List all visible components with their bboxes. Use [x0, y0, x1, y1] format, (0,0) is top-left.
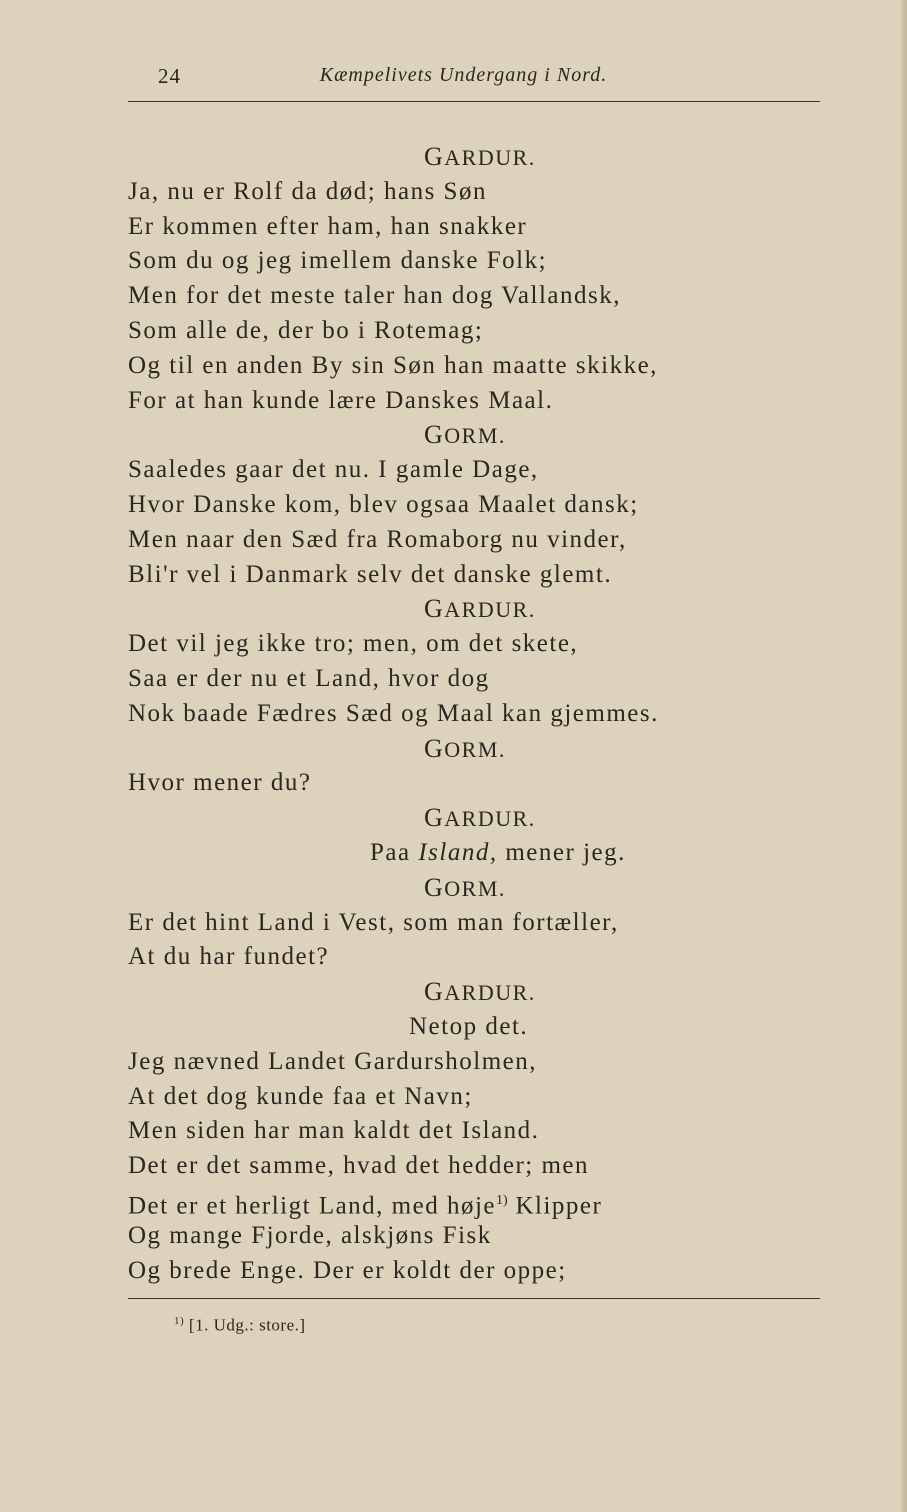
- speaker-initial: G: [424, 803, 445, 833]
- verse-line: Men siden har man kaldt det Island.: [128, 1117, 540, 1145]
- verse-text-part: Det er et herligt Land, med høje: [128, 1192, 497, 1220]
- verse-line: Hvor Danske kom, blev ogsaa Maalet dansk;: [128, 490, 639, 518]
- speaker-initial: G: [424, 594, 445, 624]
- footnote-mark: 1): [174, 1315, 185, 1327]
- speaker-initial: G: [424, 733, 445, 763]
- speaker-label: GORM.: [424, 420, 506, 450]
- verse-line: Det vil jeg ikke tro; men, om det skete,: [128, 630, 579, 658]
- verse-line: Nok baade Fædres Sæd og Maal kan gjemmes.: [128, 699, 659, 727]
- verse-text: [0, 140, 907, 1288]
- verse-line-indented: Netop det.: [409, 1012, 529, 1040]
- running-title: Kæmpelivets Undergang i Nord.: [319, 64, 608, 86]
- speaker-initial: G: [424, 872, 445, 902]
- verse-line: Som du og jeg imellem danske Folk;: [128, 247, 548, 275]
- verse-text-part: Klipper: [507, 1192, 603, 1220]
- verse-line: Og mange Fjorde, alskjøns Fisk: [128, 1221, 492, 1249]
- verse-line: At det dog kunde faa et Navn;: [128, 1082, 473, 1110]
- footnote-text: [1. Udg.: store.]: [184, 1315, 306, 1335]
- verse-line: Saaledes gaar det nu. I gamle Dage,: [128, 456, 539, 484]
- verse-line: Det er det samme, hvad det hedder; men: [128, 1152, 590, 1180]
- verse-line: Er det hint Land i Vest, som man fortæller,: [128, 908, 619, 936]
- verse-line: Som alle de, der bo i Rotemag;: [128, 316, 484, 344]
- verse-text-part: mener jeg.: [497, 838, 626, 866]
- speaker-label: GARDUR.: [424, 977, 536, 1007]
- page-number: 24: [158, 64, 181, 88]
- verse-line: Og til en anden By sin Søn han maatte skikke,: [128, 351, 658, 379]
- speaker-label: GARDUR.: [424, 594, 536, 624]
- verse-line: Ja, nu er Rolf da død; hans Søn: [128, 177, 487, 205]
- speaker-label: GARDUR.: [424, 803, 536, 833]
- speaker-initial: G: [424, 977, 445, 1007]
- verse-line-indented: [0, 836, 907, 871]
- speaker-initial: G: [424, 142, 445, 171]
- island-italic: Island,: [418, 838, 498, 866]
- running-header: [0, 64, 907, 94]
- footnote-mark: 1): [496, 1192, 508, 1208]
- verse-line: Jeg nævned Landet Gardursholmen,: [128, 1047, 538, 1075]
- verse-line: Men naar den Sæd fra Romaborg nu vinder,: [128, 525, 627, 553]
- header-rule: [128, 101, 820, 102]
- verse-line-with-note: [0, 1184, 907, 1219]
- verse-line: For at han kunde lære Danskes Maal.: [128, 386, 554, 414]
- speaker-label: GORM.: [424, 733, 506, 763]
- speaker-initial: G: [424, 420, 445, 450]
- verse-text-part: Paa: [370, 838, 419, 866]
- footnote: [174, 1315, 306, 1336]
- footnote-rule: [128, 1298, 820, 1299]
- verse-line: At du har fundet?: [128, 943, 330, 971]
- verse-line: Bli'r vel i Danmark selv det danske glemt.: [128, 560, 613, 588]
- speaker-label: GORM.: [424, 872, 506, 902]
- verse-line: Og brede Enge. Der er koldt der oppe;: [128, 1256, 567, 1284]
- verse-line: Saa er der nu et Land, hvor dog: [128, 664, 490, 692]
- speaker-label: GARDUR.: [424, 142, 536, 171]
- verse-line: Men for det meste taler han dog Vallandsk,: [128, 282, 621, 310]
- verse-line: Hvor mener du?: [128, 769, 312, 797]
- verse-line: Er kommen efter ham, han snakker: [128, 212, 528, 240]
